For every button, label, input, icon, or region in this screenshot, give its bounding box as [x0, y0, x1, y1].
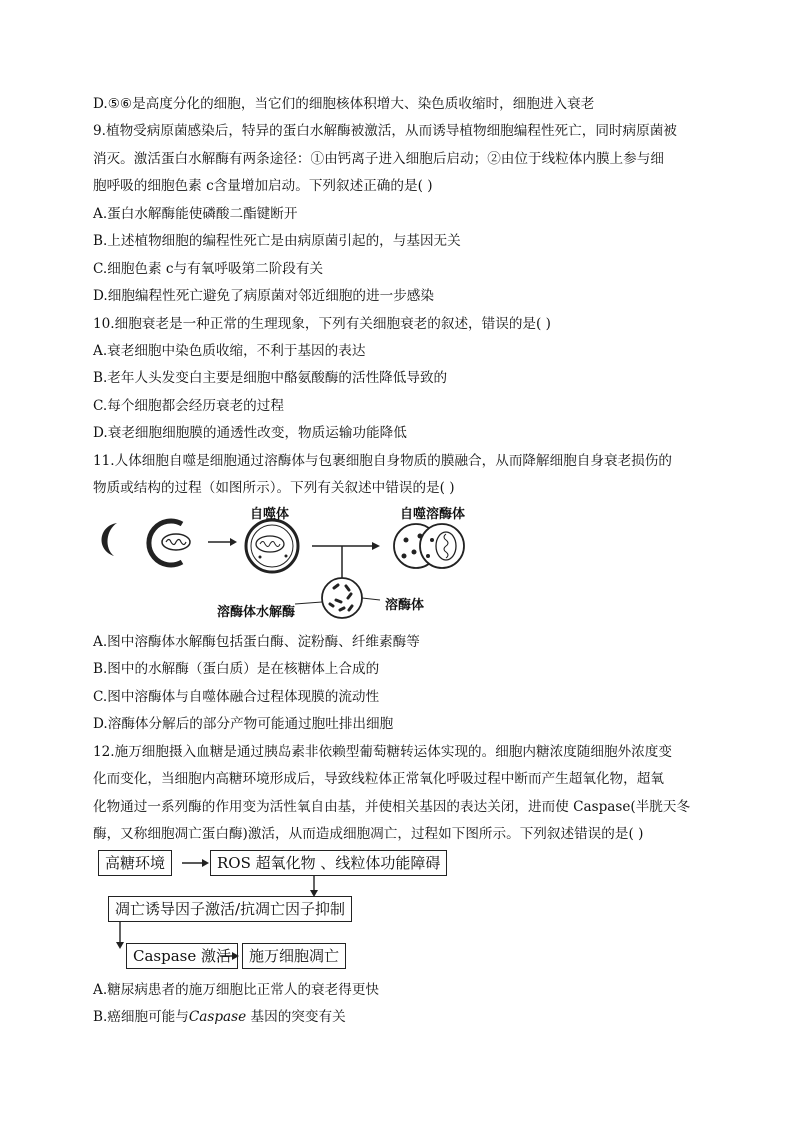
- question-10-stem: 10.细胞衰老是一种正常的生理现象，下列有关细胞衰老的叙述，错误的是( ): [93, 316, 551, 332]
- q9-option-d: D.细胞编程性死亡避免了病原菌对邻近细胞的进一步感染: [93, 288, 434, 304]
- question-9-stem-2: 消灭。激活蛋白水解酶有两条途径：①由钙离子进入细胞后启动；②由位于线粒体内膜上参与细: [93, 151, 664, 167]
- question-11-stem-2: 物质或结构的过程（如图所示）。下列有关叙述中错误的是( ): [93, 480, 455, 496]
- q9-option-a: A.蛋白水解酶能使磷酸二酯键断开: [93, 206, 298, 222]
- q10-option-a: A.衰老细胞中染色质收缩，不利于基因的表达: [93, 343, 366, 359]
- box-apoptosis-factors: 凋亡诱导因子激活/抗凋亡因子抑制: [108, 896, 352, 922]
- q9-option-b: B.上述植物细胞的编程性死亡是由病原菌引起的，与基因无关: [93, 233, 461, 249]
- label-autophagosome: 自噬体: [250, 507, 290, 522]
- q12-option-a: A.糖尿病患者的施万细胞比正常人的衰老得更快: [93, 982, 380, 998]
- q10-option-b: B.老年人头发变白主要是细胞中酪氨酸酶的活性降低导致的: [93, 370, 448, 386]
- phagophore-crescent: [102, 523, 117, 556]
- box-high-glucose: 高糖环境: [98, 850, 172, 876]
- q11-option-a: A.图中溶酶体水解酶包括蛋白酶、淀粉酶、纤维素酶等: [93, 634, 420, 650]
- question-11-stem: 11.人体细胞自噬是细胞通过溶酶体与包裹细胞自身物质的膜融合，从而降解细胞自身衰老损伤的: [93, 453, 672, 469]
- q11-option-b: B.图中的水解酶（蛋白质）是在核糖体上合成的: [93, 661, 380, 677]
- label-autolysosome: 自噬溶酶体: [400, 507, 466, 522]
- q10-option-c: C.每个细胞都会经历衰老的过程: [93, 398, 284, 414]
- question-12-stem-2: 化而变化，当细胞内高糖环境形成后，导致线粒体正常氧化呼吸过程中断而产生超氧化物，超氧: [93, 771, 664, 787]
- label-hydrolase: 溶酶体水解酶: [217, 605, 296, 620]
- lysosome: [322, 578, 362, 618]
- option-d-q8: D.⑤⑥是高度分化的细胞，当它们的细胞核体积增大、染色质收缩时，细胞进入衰老: [93, 96, 595, 112]
- q12-option-b-suffix: 基因的突变有关: [246, 1009, 346, 1025]
- hydrolase-pointer: [295, 602, 322, 604]
- q11-option-c: C.图中溶酶体与自噬体融合过程体现膜的流动性: [93, 689, 380, 705]
- question-12-stem-4: 酶，又称细胞凋亡蛋白酶)激活，从而造成细胞凋亡，过程如下图所示。下列叙述错误的是( ): [93, 826, 644, 842]
- question-12-stem: 12.施万细胞摄入血糖是通过胰岛素非依赖型葡萄糖转运体实现的。细胞内糖浓度随细胞外浓度变: [93, 744, 672, 760]
- q11-option-d: D.溶酶体分解后的部分产物可能通过胞吐排出细胞: [93, 716, 394, 732]
- box-schwann-apoptosis: 施万细胞凋亡: [242, 943, 346, 969]
- label-lysosome: 溶酶体: [385, 598, 425, 613]
- q9-option-c: C.细胞色素 c与有氧呼吸第二阶段有关: [93, 261, 324, 277]
- question-9-stem: 9.植物受病原菌感染后，特异的蛋白水解酶被激活，从而诱导植物细胞编程性死亡，同时病原菌被: [93, 123, 677, 139]
- lysosome-pointer: [362, 598, 380, 600]
- q12-option-b-prefix: B.癌细胞可能与: [93, 1009, 189, 1025]
- question-12-stem-3: 化物通过一系列酶的作用变为活性氧自由基，并使相关基因的表达关闭，进而使 Caspase(半胱天冬: [93, 799, 691, 815]
- caspase-term: Caspase: [188, 1009, 247, 1025]
- apoptosis-flowchart: [96, 848, 456, 970]
- question-9-stem-3: 胞呼吸的细胞色素 c含量增加启动。下列叙述正确的是( ): [93, 178, 433, 194]
- q10-option-d: D.衰老细胞细胞膜的通透性改变，物质运输功能降低: [93, 425, 407, 441]
- box-ros-mitochondria: ROS 超氧化物 、线粒体功能障碍: [210, 850, 447, 876]
- q12-option-b: [93, 1008, 346, 1026]
- box-caspase: Caspase 激活: [126, 943, 238, 969]
- autophagy-diagram: [90, 500, 490, 625]
